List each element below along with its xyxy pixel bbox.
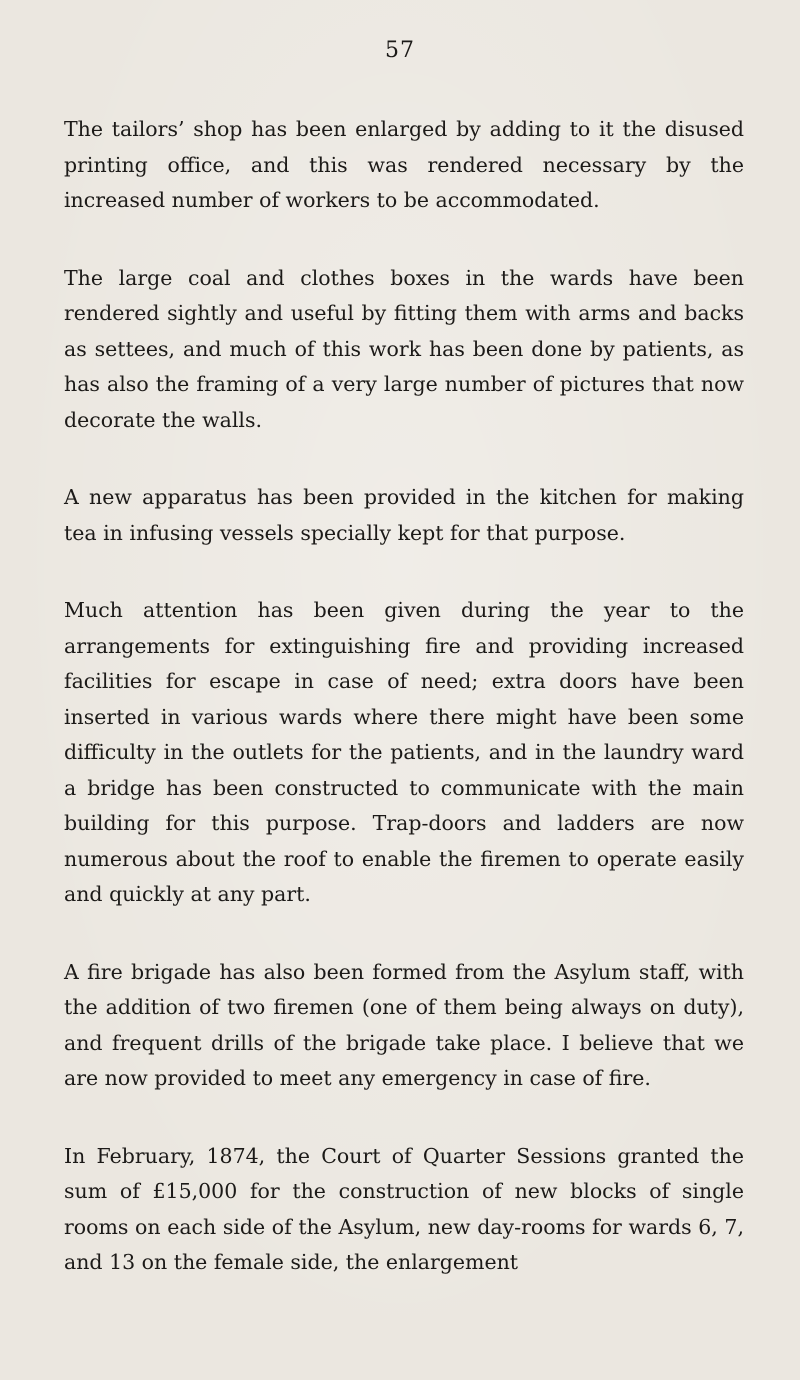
paragraph-quarter-sessions: In February, 1874, the Court of Quarter Sessions granted the sum of £15,000 for the construction of new blocks of single rooms on each side of the Asylum, new day-rooms for wards 6, 7, and 13 on the female side, the enlargement [64, 1143, 744, 1274]
page-number: 57 [385, 38, 415, 63]
body-text [64, 112, 744, 1281]
paragraph-fire-brigade: A fire brigade has also been formed from the Asylum staff, with the addition of two firemen (one of them being always on duty), and frequent drills of the brigade take place. I believe that we are now provided to meet any emergency in case of fire. [64, 959, 744, 1090]
paragraph-tea-apparatus: A new apparatus has been provided in the kitchen for making tea in infusing vessels specially kept for that purpose. [64, 485, 744, 545]
paragraph-fire-arrangements: Much attention has been given during the year to the arrangements for extinguishing fire and providing increased facilities for escape in case of need; extra doors have been inserted in various wards where there might have been some difficulty in the outlets for the patients, and in the laundry ward a bridge has been constructed to communicate with the main building for this purpose. Trap-doors and ladders are now numerous about the roof to enable the firemen to operate easily and quickly at any part. [64, 598, 744, 906]
paragraph-tailors-shop: The tailors’ shop has been enlarged by adding to it the disused printing office, and this was rendered necessary by the increased number of workers to be accommodated. [64, 117, 744, 212]
paragraph-coal-clothes-boxes: The large coal and clothes boxes in the wards have been rendered sightly and useful by fitting them with arms and backs as settees, and much of this work has been done by patients, as has also the framing of a very large number of pictures that now decorate the walls. [64, 265, 744, 432]
